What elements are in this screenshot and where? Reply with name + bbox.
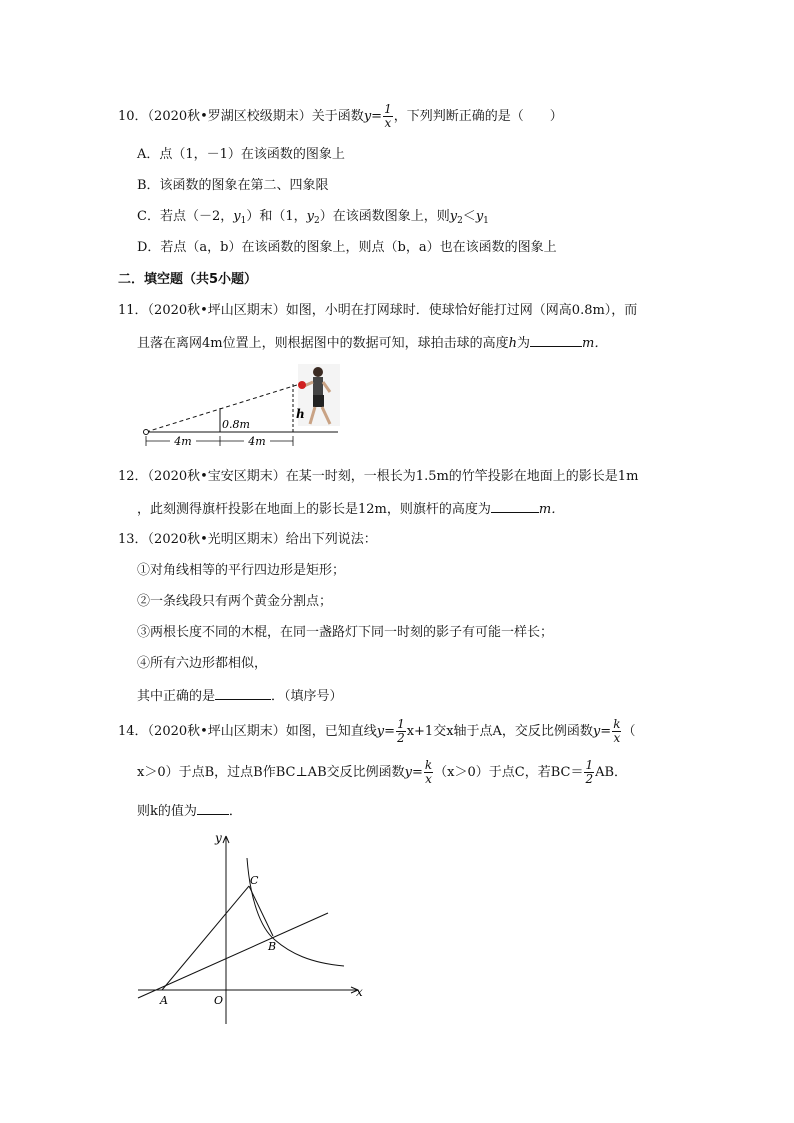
h-label: h <box>296 407 305 421</box>
q14-y: y <box>376 724 385 739</box>
q10-frac-num: 1 <box>384 102 392 116</box>
q10-optc-sub1: 1 <box>240 216 247 226</box>
q11-figure <box>140 362 345 454</box>
line-ac <box>162 886 249 990</box>
q10-frac-den: x <box>384 116 392 130</box>
q12-unit: m． <box>538 502 565 517</box>
q14-l2-pre: x＞0）于点B，过点B作BC⊥AB交反比例函数 <box>137 765 405 780</box>
origin-label: O <box>214 994 224 1007</box>
point-b-label: B <box>268 940 277 953</box>
q14-line-1 <box>118 718 635 745</box>
q14-l1-end: （ <box>622 724 636 739</box>
q10-optc-mid: ）和（1， <box>246 209 307 224</box>
q10-option-d: D．若点（a，b）在该函数的图象上，则点（b，a）也在该函数的图象上 <box>137 240 557 255</box>
q14-kx-2 <box>424 759 433 786</box>
landing-point <box>144 430 149 435</box>
q12-line2-pre: ，此刻测得旗杆投影在地面上的影长是12m，则旗杆的高度为 <box>137 502 491 517</box>
q10-optc-mid2: ）在该函数图象上，则 <box>319 209 450 224</box>
point-c-label: C <box>250 874 259 887</box>
q11-h: h <box>508 336 517 351</box>
q13-statement-2: ②一条线段只有两个黄金分割点； <box>137 594 333 609</box>
q10-optc-y3: y <box>449 209 458 224</box>
q12-answer-blank <box>491 499 539 513</box>
q12-line-2 <box>137 499 564 519</box>
q14-k-2: k <box>424 758 433 772</box>
q14-l3-pre: 则k的值为 <box>137 804 197 819</box>
q11-line-1: 11．（2020秋•坪山区期末）如图，小明在打网球时．使球恰好能打过网（网高0.8m），而 <box>118 303 638 318</box>
q11-unit: m． <box>582 336 608 351</box>
q14-l1-pre: 14．（2020秋•坪山区期末）如图，已知直线 <box>118 724 377 739</box>
section-2-title: 二．填空题（共5小题） <box>118 272 258 287</box>
q14-line-3 <box>137 801 242 821</box>
q13-line-1: 13．（2020秋•光明区期末）给出下列说法： <box>118 532 377 547</box>
q14-figure <box>130 828 370 1028</box>
q14-x-1: x <box>613 731 621 745</box>
dist-label-2: 4m <box>248 435 266 448</box>
q13-ans-post: ．（填序号） <box>271 689 343 704</box>
dist-label-1: 4m <box>174 435 192 448</box>
q10-optc-lt: ＜ <box>462 209 476 224</box>
y-axis-label: y <box>215 831 222 845</box>
q10-optc-sub3: 2 <box>457 216 463 226</box>
q14-half-num: 1 <box>397 717 405 731</box>
q10-fraction <box>383 103 393 130</box>
q10-number: 10． <box>118 109 148 124</box>
q11-line-2 <box>137 333 607 353</box>
q10-optc-pre: C．若点（－2， <box>137 209 234 224</box>
q14-half-den: 2 <box>397 731 405 745</box>
q14-eq3: = <box>411 765 423 780</box>
q11-line2-pre: 且落在离网4m位置上，则根据图中的数据可知，球拍击球的高度 <box>137 336 509 351</box>
net-height-label: 0.8m <box>222 418 250 431</box>
q10-option-b: B．该函数的图象在第二、四象限 <box>137 178 329 193</box>
q13-statement-1: ①对角线相等的平行四边形是矩形； <box>137 563 346 578</box>
q14-eq: = <box>384 724 396 739</box>
q10-optc-y2: y <box>306 209 314 224</box>
q10-optc-y4: y <box>475 209 484 224</box>
q10-optc-sub2: 2 <box>313 216 320 226</box>
q13-answer-blank <box>215 686 271 700</box>
q14-half-2 <box>584 759 594 786</box>
q11-answer-blank <box>530 333 582 347</box>
q14-l3-end: ． <box>228 804 242 819</box>
q14-half2-num: 1 <box>585 758 594 772</box>
q10-func-var: y <box>363 109 372 124</box>
q13-statement-3: ③两根长度不同的木棍，在同一盏路灯下同一时刻的影子有可能一样长； <box>137 625 554 640</box>
q13-answer-line <box>137 686 343 706</box>
q10-option-a: A．点（1，－1）在该函数的图象上 <box>137 147 345 162</box>
q10-optc-y: y <box>233 209 241 224</box>
q11-line2-mid: 为 <box>516 336 530 351</box>
point-a-label: A <box>160 994 168 1007</box>
q10-option-c <box>137 208 489 230</box>
q10-source: （2020秋•罗湖区校级期末）关于函数 <box>147 109 364 124</box>
q14-half <box>396 718 406 745</box>
q13-ans-pre: 其中正确的是 <box>137 689 216 704</box>
q10-eq: = <box>371 109 383 124</box>
q12-line-1: 12．（2020秋•宝安区期末）在某一时刻，一根长为1.5m的竹竿投影在地面上的影长是1m <box>118 469 639 484</box>
q10-stem <box>118 103 563 130</box>
q10-optc-sub4: 1 <box>483 216 489 226</box>
q14-line-2 <box>137 759 627 786</box>
q14-half2-den: 2 <box>585 772 594 786</box>
segment-bc <box>249 886 273 936</box>
q13-statement-4: ④所有六边形都相似， <box>137 656 268 671</box>
q14-l2-mid: （x＞0）于点C，若BC＝ <box>434 765 584 780</box>
q14-y3: y <box>404 765 412 780</box>
q14-k-1: k <box>613 717 621 731</box>
x-axis-label: x <box>356 985 363 999</box>
q10-tail: ，下列判断正确的是（ ） <box>393 109 563 124</box>
q14-l2-end: AB． <box>595 765 628 780</box>
q14-answer-blank <box>197 801 229 815</box>
q14-x-2: x <box>425 772 432 786</box>
q14-l1-mid: x+1交x轴于点A，交反比例函数 <box>406 724 593 739</box>
q14-y2: y <box>592 724 601 739</box>
q14-eq2: = <box>600 724 612 739</box>
q14-kx-1 <box>612 718 621 745</box>
